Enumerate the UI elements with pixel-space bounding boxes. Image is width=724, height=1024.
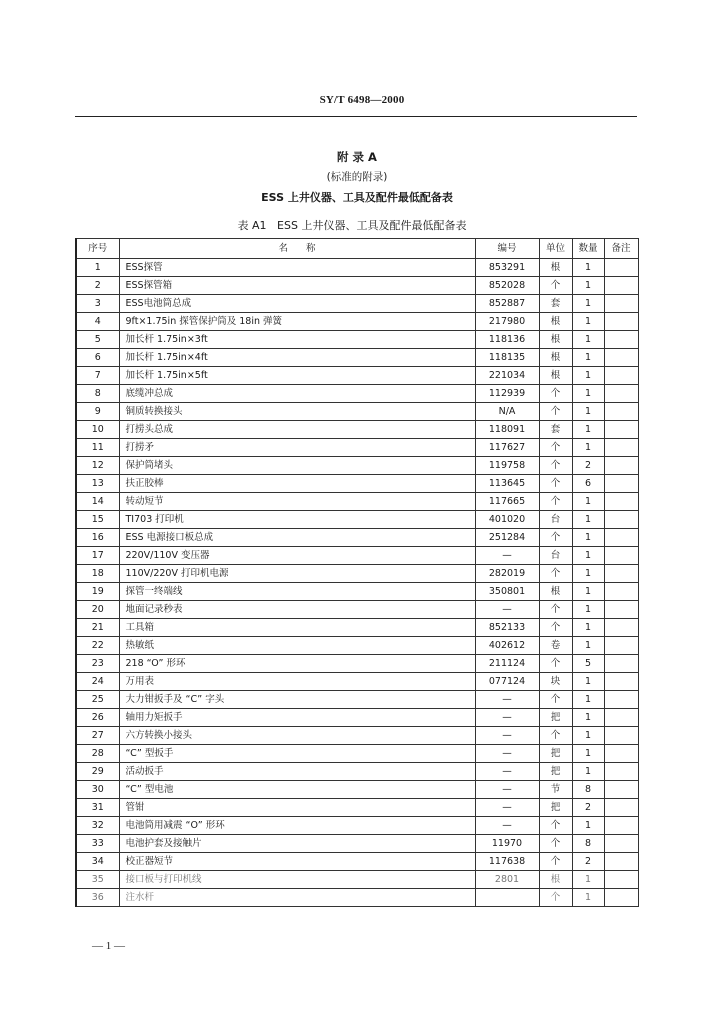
table-row	[76, 889, 638, 907]
row-number: 25	[76, 691, 119, 709]
item-unit: 个	[539, 493, 572, 511]
col-header-no: 序号	[76, 239, 119, 259]
row-number: 7	[76, 367, 119, 385]
item-name: 热敏纸	[119, 637, 475, 655]
item-unit: 个	[539, 457, 572, 475]
item-quantity: 8	[572, 781, 604, 799]
item-quantity: 1	[572, 259, 604, 277]
item-quantity: 1	[572, 601, 604, 619]
item-name: 220V/110V 变压器	[119, 547, 475, 565]
item-code: —	[475, 799, 539, 817]
row-number: 4	[76, 313, 119, 331]
item-unit: 套	[539, 421, 572, 439]
item-quantity: 1	[572, 331, 604, 349]
table-row	[76, 367, 638, 385]
item-code: —	[475, 817, 539, 835]
item-quantity: 6	[572, 475, 604, 493]
item-unit: 个	[539, 691, 572, 709]
item-name: 万用表	[119, 673, 475, 691]
item-remark	[604, 529, 638, 547]
table-row	[76, 295, 638, 313]
item-code: 402612	[475, 637, 539, 655]
item-remark	[604, 493, 638, 511]
item-quantity: 1	[572, 439, 604, 457]
item-code: 117627	[475, 439, 539, 457]
item-remark	[604, 745, 638, 763]
item-unit: 个	[539, 475, 572, 493]
table-row	[76, 565, 638, 583]
item-remark	[604, 475, 638, 493]
item-remark	[604, 403, 638, 421]
item-remark	[604, 655, 638, 673]
row-number: 21	[76, 619, 119, 637]
item-unit: 个	[539, 385, 572, 403]
item-unit: 个	[539, 529, 572, 547]
item-name: 轴用力矩扳手	[119, 709, 475, 727]
item-name: 加长杆 1.75in×4ft	[119, 349, 475, 367]
row-number: 13	[76, 475, 119, 493]
table-row	[76, 781, 638, 799]
item-name: ESS 电源接口板总成	[119, 529, 475, 547]
item-quantity: 2	[572, 799, 604, 817]
item-code: 401020	[475, 511, 539, 529]
item-code: 118136	[475, 331, 539, 349]
table-row	[76, 835, 638, 853]
item-unit: 节	[539, 781, 572, 799]
table-row	[76, 745, 638, 763]
item-quantity: 1	[572, 277, 604, 295]
item-unit: 套	[539, 295, 572, 313]
item-name: 校正器短节	[119, 853, 475, 871]
item-quantity: 1	[572, 619, 604, 637]
item-remark	[604, 349, 638, 367]
item-remark	[604, 511, 638, 529]
item-remark	[604, 853, 638, 871]
row-number: 11	[76, 439, 119, 457]
table-row	[76, 529, 638, 547]
table-row	[76, 475, 638, 493]
table-row	[76, 601, 638, 619]
standard-code: SY/T 6498—2000	[319, 94, 405, 106]
row-number: 16	[76, 529, 119, 547]
item-code: 117638	[475, 853, 539, 871]
item-name: ESS探管箱	[119, 277, 475, 295]
item-name: 打捞矛	[119, 439, 475, 457]
item-code: 118091	[475, 421, 539, 439]
item-remark	[604, 583, 638, 601]
item-remark	[604, 331, 638, 349]
item-code: 077124	[475, 673, 539, 691]
item-unit: 台	[539, 547, 572, 565]
item-quantity: 1	[572, 763, 604, 781]
item-name: 保护筒堵头	[119, 457, 475, 475]
col-header-code: 编号	[475, 239, 539, 259]
item-name: TI703 打印机	[119, 511, 475, 529]
col-header-remark: 备注	[604, 239, 638, 259]
item-unit: 个	[539, 727, 572, 745]
row-number: 33	[76, 835, 119, 853]
item-quantity: 1	[572, 421, 604, 439]
row-number: 34	[76, 853, 119, 871]
item-quantity: 1	[572, 691, 604, 709]
row-number: 27	[76, 727, 119, 745]
table-row	[76, 493, 638, 511]
item-unit: 根	[539, 583, 572, 601]
item-quantity: 5	[572, 655, 604, 673]
item-unit: 台	[539, 511, 572, 529]
item-name: 注水杆	[119, 889, 475, 907]
item-code: N/A	[475, 403, 539, 421]
item-code: 282019	[475, 565, 539, 583]
item-remark	[604, 313, 638, 331]
item-code: 350801	[475, 583, 539, 601]
table-row	[76, 691, 638, 709]
item-quantity: 1	[572, 349, 604, 367]
row-number: 8	[76, 385, 119, 403]
item-unit: 个	[539, 655, 572, 673]
item-code	[475, 889, 539, 907]
item-remark	[604, 259, 638, 277]
item-quantity: 1	[572, 709, 604, 727]
table-header-row	[76, 239, 638, 259]
table-row	[76, 655, 638, 673]
item-code: —	[475, 709, 539, 727]
table-row	[76, 457, 638, 475]
item-name: 扶正胶棒	[119, 475, 475, 493]
item-code: 117665	[475, 493, 539, 511]
item-code: —	[475, 691, 539, 709]
item-remark	[604, 691, 638, 709]
item-remark	[604, 889, 638, 907]
item-code: 2801	[475, 871, 539, 889]
col-header-unit: 单位	[539, 239, 572, 259]
item-name: “C” 型扳手	[119, 745, 475, 763]
item-name: 加长杆 1.75in×3ft	[119, 331, 475, 349]
item-name: 加长杆 1.75in×5ft	[119, 367, 475, 385]
table-row	[76, 673, 638, 691]
item-unit: 把	[539, 709, 572, 727]
table-row	[76, 799, 638, 817]
table-row	[76, 619, 638, 637]
item-remark	[604, 619, 638, 637]
item-unit: 根	[539, 331, 572, 349]
item-code: 221034	[475, 367, 539, 385]
item-name: 电池护套及接触片	[119, 835, 475, 853]
row-number: 3	[76, 295, 119, 313]
row-number: 15	[76, 511, 119, 529]
item-unit: 卷	[539, 637, 572, 655]
item-name: 打捞头总成	[119, 421, 475, 439]
table-row	[76, 583, 638, 601]
item-unit: 个	[539, 439, 572, 457]
item-name: 110V/220V 打印机电源	[119, 565, 475, 583]
row-number: 36	[76, 889, 119, 907]
table-row	[76, 421, 638, 439]
item-unit: 把	[539, 799, 572, 817]
item-code: 118135	[475, 349, 539, 367]
item-name: 电池筒用减震 “O” 形环	[119, 817, 475, 835]
item-quantity: 1	[572, 295, 604, 313]
table-row	[76, 511, 638, 529]
item-remark	[604, 421, 638, 439]
item-name: 活动扳手	[119, 763, 475, 781]
item-remark	[604, 457, 638, 475]
row-number: 6	[76, 349, 119, 367]
item-quantity: 1	[572, 511, 604, 529]
row-number: 31	[76, 799, 119, 817]
item-quantity: 2	[572, 457, 604, 475]
appendix-subtitle: (标准的附录)	[326, 171, 388, 183]
item-code: —	[475, 601, 539, 619]
item-unit: 个	[539, 853, 572, 871]
item-quantity: 1	[572, 583, 604, 601]
item-name: 218 “O” 形环	[119, 655, 475, 673]
item-code: 852887	[475, 295, 539, 313]
item-quantity: 1	[572, 403, 604, 421]
item-remark	[604, 601, 638, 619]
row-number: 30	[76, 781, 119, 799]
item-unit: 个	[539, 403, 572, 421]
item-name: 大力钳扳手及 “C” 字头	[119, 691, 475, 709]
item-code: 112939	[475, 385, 539, 403]
row-number: 28	[76, 745, 119, 763]
item-name: 地面记录秒表	[119, 601, 475, 619]
row-number: 12	[76, 457, 119, 475]
item-remark	[604, 799, 638, 817]
row-number: 26	[76, 709, 119, 727]
item-remark	[604, 385, 638, 403]
row-number: 5	[76, 331, 119, 349]
item-unit: 根	[539, 871, 572, 889]
item-quantity: 2	[572, 853, 604, 871]
item-unit: 个	[539, 889, 572, 907]
item-name: 工具箱	[119, 619, 475, 637]
item-name: ESS电池筒总成	[119, 295, 475, 313]
row-number: 18	[76, 565, 119, 583]
item-unit: 把	[539, 763, 572, 781]
table-row	[76, 439, 638, 457]
item-unit: 根	[539, 349, 572, 367]
item-quantity: 1	[572, 385, 604, 403]
table-row	[76, 637, 638, 655]
item-quantity: 1	[572, 565, 604, 583]
item-name: 底缆冲总成	[119, 385, 475, 403]
appendix-title: 附 录 A	[337, 150, 377, 164]
item-code: 852028	[475, 277, 539, 295]
row-number: 10	[76, 421, 119, 439]
item-name: 探管一终端线	[119, 583, 475, 601]
item-quantity: 1	[572, 817, 604, 835]
item-code: 217980	[475, 313, 539, 331]
row-number: 32	[76, 817, 119, 835]
table-row	[76, 547, 638, 565]
item-name: 六方转换小接头	[119, 727, 475, 745]
item-name: “C” 型电池	[119, 781, 475, 799]
item-remark	[604, 547, 638, 565]
item-quantity: 8	[572, 835, 604, 853]
row-number: 29	[76, 763, 119, 781]
item-name: 接口板与打印机线	[119, 871, 475, 889]
item-remark	[604, 637, 638, 655]
item-unit: 把	[539, 745, 572, 763]
header-rule	[75, 116, 637, 117]
row-number: 14	[76, 493, 119, 511]
table-row	[76, 385, 638, 403]
item-unit: 个	[539, 817, 572, 835]
item-unit: 个	[539, 601, 572, 619]
item-code: 11970	[475, 835, 539, 853]
table-row	[76, 817, 638, 835]
table-row	[76, 313, 638, 331]
row-number: 17	[76, 547, 119, 565]
item-quantity: 1	[572, 529, 604, 547]
table-row	[76, 871, 638, 889]
item-name: 9ft×1.75in 探管保护筒及 18in 弹簧	[119, 313, 475, 331]
item-quantity: 1	[572, 889, 604, 907]
item-name: 转动短节	[119, 493, 475, 511]
item-code: —	[475, 727, 539, 745]
page-number: — 1 —	[92, 940, 125, 952]
item-remark	[604, 781, 638, 799]
item-code: 211124	[475, 655, 539, 673]
item-remark	[604, 727, 638, 745]
item-code: —	[475, 547, 539, 565]
item-quantity: 1	[572, 493, 604, 511]
item-remark	[604, 367, 638, 385]
item-remark	[604, 565, 638, 583]
row-number: 22	[76, 637, 119, 655]
item-remark	[604, 277, 638, 295]
table-row	[76, 331, 638, 349]
appendix-heading: ESS 上井仪器、工具及配件最低配备表	[261, 191, 453, 204]
row-number: 2	[76, 277, 119, 295]
col-header-qty: 数量	[572, 239, 604, 259]
item-remark	[604, 835, 638, 853]
item-code: 113645	[475, 475, 539, 493]
item-unit: 个	[539, 277, 572, 295]
item-remark	[604, 439, 638, 457]
item-remark	[604, 817, 638, 835]
table-row	[76, 709, 638, 727]
row-number: 35	[76, 871, 119, 889]
row-number: 9	[76, 403, 119, 421]
item-name: 铜质转换接头	[119, 403, 475, 421]
table-row	[76, 349, 638, 367]
item-quantity: 1	[572, 367, 604, 385]
table-row	[76, 853, 638, 871]
item-quantity: 1	[572, 637, 604, 655]
table-row	[76, 259, 638, 277]
item-quantity: 1	[572, 871, 604, 889]
table-caption: 表 A1 ESS 上井仪器、工具及配件最低配备表	[237, 219, 467, 232]
item-name: 管钳	[119, 799, 475, 817]
table-row	[76, 727, 638, 745]
item-code: —	[475, 745, 539, 763]
item-code: 119758	[475, 457, 539, 475]
item-code: 853291	[475, 259, 539, 277]
item-quantity: 1	[572, 745, 604, 763]
item-unit: 个	[539, 619, 572, 637]
equipment-table	[75, 238, 639, 907]
item-remark	[604, 709, 638, 727]
row-number: 23	[76, 655, 119, 673]
item-remark	[604, 295, 638, 313]
item-quantity: 1	[572, 727, 604, 745]
table-row	[76, 403, 638, 421]
col-header-name: 名 称	[119, 239, 475, 259]
item-remark	[604, 763, 638, 781]
item-quantity: 1	[572, 313, 604, 331]
item-unit: 根	[539, 313, 572, 331]
table-row	[76, 277, 638, 295]
item-code: 852133	[475, 619, 539, 637]
item-code: 251284	[475, 529, 539, 547]
item-quantity: 1	[572, 547, 604, 565]
item-code: —	[475, 763, 539, 781]
item-unit: 个	[539, 565, 572, 583]
item-name: ESS探管	[119, 259, 475, 277]
item-unit: 块	[539, 673, 572, 691]
item-remark	[604, 871, 638, 889]
item-unit: 根	[539, 367, 572, 385]
row-number: 20	[76, 601, 119, 619]
row-number: 24	[76, 673, 119, 691]
item-unit: 根	[539, 259, 572, 277]
item-quantity: 1	[572, 673, 604, 691]
item-remark	[604, 673, 638, 691]
table-row	[76, 763, 638, 781]
item-code: —	[475, 781, 539, 799]
row-number: 19	[76, 583, 119, 601]
row-number: 1	[76, 259, 119, 277]
item-unit: 个	[539, 835, 572, 853]
